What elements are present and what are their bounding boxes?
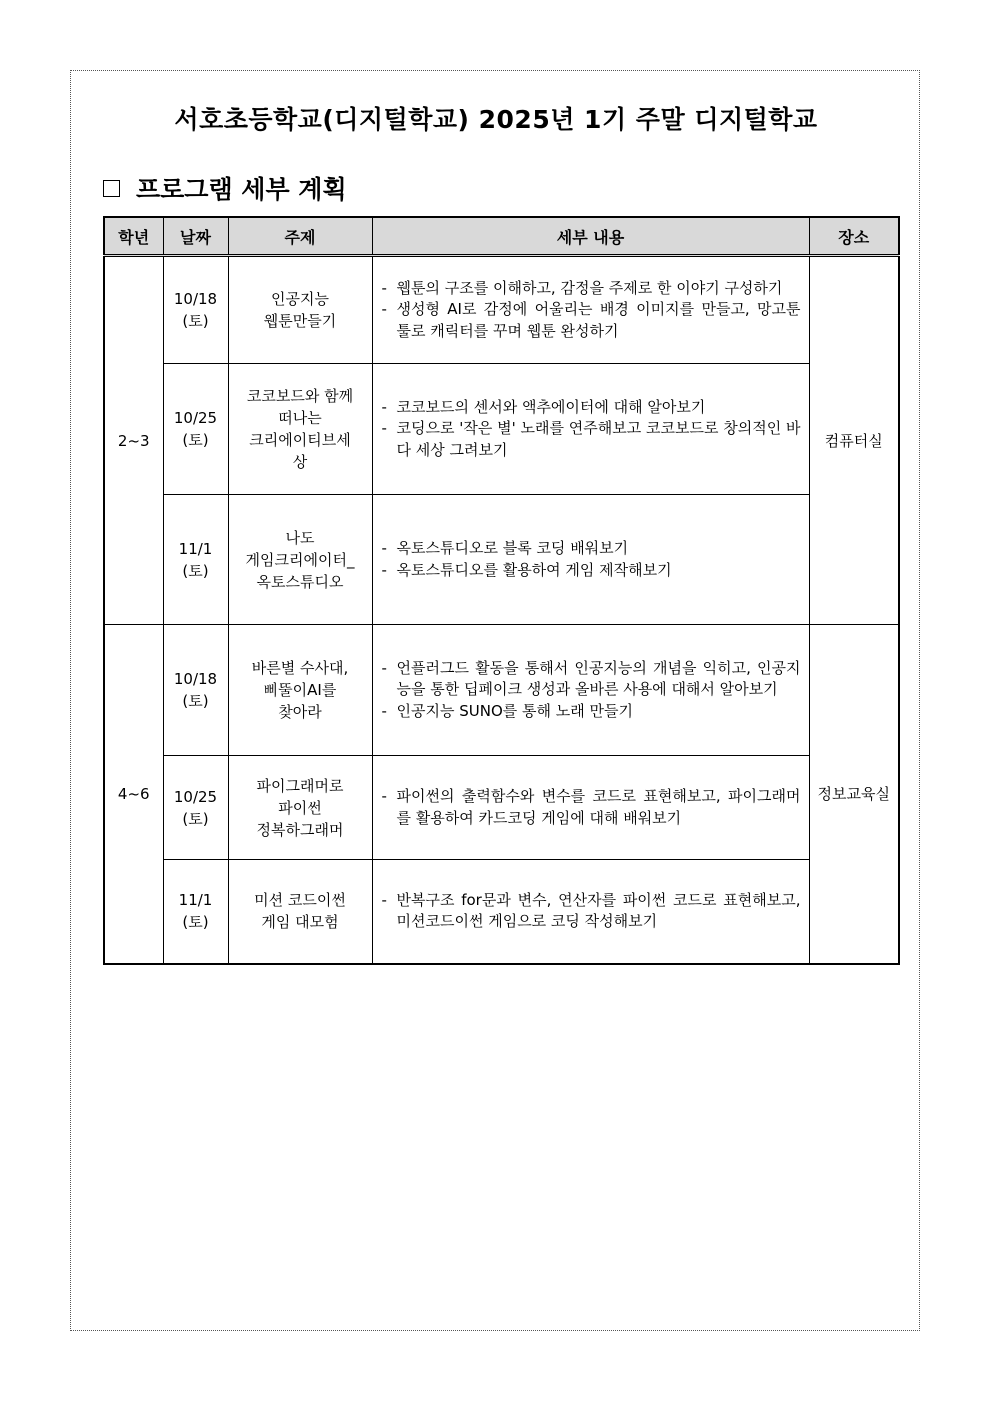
detail-item: - 언플러그드 활동을 통해서 인공지능의 개념을 익히고, 인공지능을 통한 딥페이크 생성과 올바른 사용에 대해서 알아보기 [381, 658, 801, 701]
table-header-row [104, 217, 899, 256]
day-text: (토) [182, 809, 209, 828]
detail-cell [372, 256, 809, 364]
topic-line: 크리에이티브세 [249, 431, 351, 449]
detail-cell [372, 364, 809, 495]
table-row [104, 256, 899, 364]
header-place: 장소 [809, 217, 899, 256]
header-topic: 주제 [228, 217, 372, 256]
topic-line: 인공지능 [271, 290, 329, 308]
detail-item: - 코딩으로 '작은 별' 노래를 연주해보고 코코보드로 창의적인 바다 세상 그려보기 [381, 418, 801, 461]
topic-cell [228, 860, 372, 964]
date-cell [163, 495, 228, 625]
place-cell: 컴퓨터실 [809, 256, 899, 625]
date-cell [163, 364, 228, 495]
section-heading [103, 170, 347, 206]
grade-cell: 4~6 [104, 625, 163, 964]
topic-line: 찾아라 [278, 703, 322, 721]
detail-item: - 생성형 AI로 감정에 어울리는 배경 이미지를 만들고, 망고툰 툴로 캐릭터를 꾸며 웹툰 완성하기 [381, 299, 801, 342]
topic-line: 미션 코드이썬 [254, 891, 346, 910]
detail-item: - 인공지능 SUNO를 통해 노래 만들기 [381, 701, 801, 723]
table-row [104, 364, 899, 495]
table-row [104, 625, 899, 756]
day-text: (토) [182, 561, 209, 580]
topic-cell [228, 495, 372, 625]
section-title: 프로그램 세부 계획 [136, 175, 347, 204]
date-text: 11/1 [178, 891, 213, 910]
day-text: (토) [182, 312, 209, 330]
header-date: 날짜 [163, 217, 228, 256]
topic-line: 코코보드와 함께 [246, 387, 354, 405]
place-cell: 정보교육실 [809, 625, 899, 964]
date-text: 11/1 [178, 539, 213, 558]
detail-item: - 반복구조 for문과 변수, 연산자를 파이썬 코드로 표현해보고, 미션코드이썬 게임으로 코딩 작성해보기 [381, 890, 801, 933]
topic-line: 파이그래머로 [256, 776, 344, 795]
date-cell [163, 625, 228, 756]
topic-line: 상 [292, 453, 308, 471]
checkbox-square-icon [103, 180, 120, 197]
date-cell [163, 756, 228, 860]
detail-item: - 옥토스튜디오로 블록 코딩 배워보기 [381, 538, 801, 560]
detail-item: - 옥토스튜디오를 활용하여 게임 제작해보기 [381, 560, 801, 582]
document-title: 서호초등학교(디지털학교) 2025년 1기 주말 디지털학교 [174, 105, 818, 134]
table-row [104, 860, 899, 964]
topic-line: 삐뚤이AI를 [263, 681, 337, 699]
topic-line: 웹툰만들기 [263, 312, 337, 330]
header-details: 세부 내용 [372, 217, 809, 256]
topic-cell [228, 364, 372, 495]
program-plan-table [103, 216, 900, 965]
topic-cell [228, 256, 372, 364]
topic-line: 바른별 수사대, [251, 659, 349, 677]
date-text: 10/18 [173, 290, 218, 308]
topic-line: 옥토스튜디오 [256, 572, 344, 591]
day-text: (토) [182, 913, 209, 932]
table-row [104, 756, 899, 860]
detail-cell [372, 860, 809, 964]
date-text: 10/18 [173, 670, 218, 688]
topic-line: 나도 [285, 528, 315, 547]
topic-cell [228, 756, 372, 860]
detail-cell [372, 625, 809, 756]
date-text: 10/25 [173, 787, 218, 806]
topic-line: 떠나는 [278, 409, 322, 427]
day-text: (토) [182, 692, 209, 710]
detail-item: - 코코보드의 센서와 액추에이터에 대해 알아보기 [381, 397, 801, 419]
day-text: (토) [182, 431, 209, 449]
detail-item: - 웹툰의 구조를 이해하고, 감정을 주제로 한 이야기 구성하기 [381, 278, 801, 300]
detail-cell [372, 495, 809, 625]
date-cell [163, 256, 228, 364]
detail-cell [372, 756, 809, 860]
table-row [104, 495, 899, 625]
topic-line: 게임 대모험 [261, 913, 339, 932]
detail-item: - 파이썬의 출력함수와 변수를 코드로 표현해보고, 파이그래머를 활용하여 카드코딩 게임에 대해 배워보기 [381, 786, 801, 829]
topic-line: 게임크리에이터_ [245, 550, 355, 569]
topic-line: 파이썬 [278, 798, 322, 817]
date-text: 10/25 [173, 409, 218, 427]
topic-line: 정복하그래머 [256, 820, 344, 839]
grade-cell: 2~3 [104, 256, 163, 625]
date-cell [163, 860, 228, 964]
topic-cell [228, 625, 372, 756]
header-grade: 학년 [104, 217, 163, 256]
